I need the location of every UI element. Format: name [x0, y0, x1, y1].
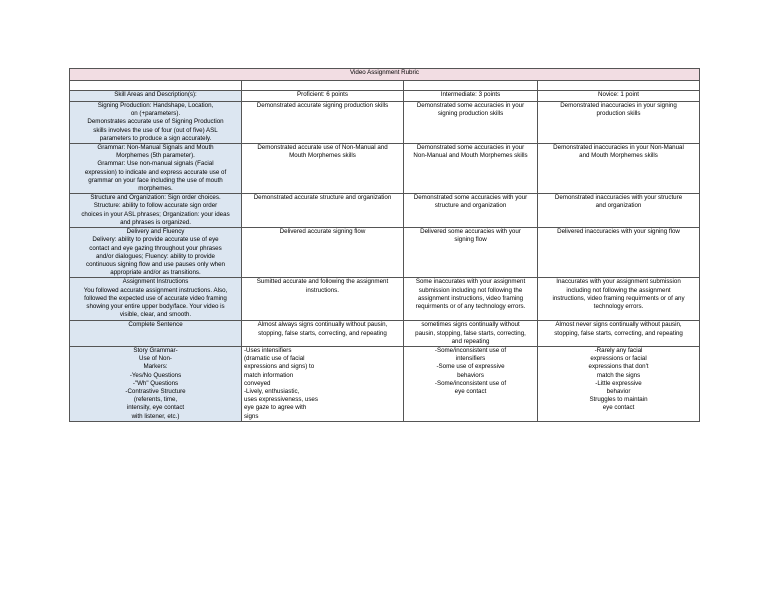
intermediate-cell: Demonstrated some accuracies in your signing production skills [404, 102, 538, 144]
skill-cell: Structure and Organization: Sign order choices. Structure: ability to follow accurate sign order choices in your ASL phrases; Organization: your ideas and phrases is organized. [70, 194, 242, 228]
table-row [70, 347, 700, 422]
intermediate-cell: Some inaccurates with your assignment submission including not following the assignment instructions, video framing requirments or of any technology errors. [404, 278, 538, 321]
novice-cell: Almost never signs continually without pausin, stopping, false starts, correcting, and repeating [538, 321, 700, 347]
rubric-table [69, 68, 700, 422]
title-row [70, 69, 700, 81]
proficient-cell: Demonstrated accurate use of Non-Manual and Mouth Morphemes skills [242, 144, 404, 194]
novice-cell: Delivered inaccuracies with your signing flow [538, 228, 700, 278]
table-row [70, 278, 700, 321]
novice-cell: Demonstrated inaccuracies in your signing production skills [538, 102, 700, 144]
intermediate-cell: -Some/inconsistent use of intensifiers -Some use of expressive behaviors -Some/inconsistent use of eye contact [404, 347, 538, 422]
header-proficient: Proficient: 6 points [242, 91, 404, 102]
intermediate-cell: Delivered some accuracies with your signing flow [404, 228, 538, 278]
spacer-row [70, 81, 700, 91]
skill-cell: Assignment Instructions You followed accurate assignment instructions. Also, followed the expected use of accurate video framing showing your entire upper body/face. Your video is visible, clear, and smooth. [70, 278, 242, 321]
table-row [70, 228, 700, 278]
spacer-cell [538, 81, 700, 91]
proficient-cell: Sumitted accurate and following the assignment instructions. [242, 278, 404, 321]
proficient-cell: Delivered accurate signing flow [242, 228, 404, 278]
proficient-cell: -Uses intensifiers (dramatic use of facial expressions and signs) to match information conveyed -Lively, enthusiastic, uses expressiveness, uses eye gaze to agree with signs [242, 347, 404, 422]
skill-cell: Complete Sentence [70, 321, 242, 347]
proficient-cell: Demonstrated accurate signing production skills [242, 102, 404, 144]
skill-cell: Grammar: Non-Manual Signals and Mouth Morphemes (5th parameter). Grammar: Use non-manual signals (Facial expression) to indicate and express accurate use of grammar on your face including the use of mouth morphemes. [70, 144, 242, 194]
skill-cell: Signing Production: Handshape, Location, on (+parameters). Demonstrates accurate use of Signing Production skills involves the use of four (out of five) ASL parameters to produce a sign accurately. [70, 102, 242, 144]
proficient-cell: Demonstrated accurate structure and organization [242, 194, 404, 228]
table-row [70, 194, 700, 228]
novice-cell: Demonstrated inaccuracies with your structure and organization [538, 194, 700, 228]
spacer-cell [70, 81, 242, 91]
proficient-cell: Almost always signs continually without pausin, stopping, false starts, correcting, and repeating [242, 321, 404, 347]
intermediate-cell: Demonstrated some accuracies in your Non-Manual and Mouth Morphemes skills [404, 144, 538, 194]
spacer-cell [242, 81, 404, 91]
intermediate-cell: Demonstrated some accuracies with your structure and organization [404, 194, 538, 228]
spacer-cell [404, 81, 538, 91]
skill-cell: Story Grammar- Use of Non- Markers: -Yes/No Questions -"Wh" Questions -Contrastive Structure (referents, time, intensity, eye contact with listener, etc.) [70, 347, 242, 422]
skill-cell: Delivery and Fluency Delivery: ability to provide accurate use of eye contact and eye gazing throughout your phrases and/or dialogues; Fluency: ability to provide continuous signing flow and use pauses only when appropriate and/or as transitions. [70, 228, 242, 278]
header-novice: Novice: 1 point [538, 91, 700, 102]
header-row [70, 91, 700, 102]
table-row [70, 321, 700, 347]
intermediate-cell: sometimes signs continually without pausin, stopping, false starts, correcting, and repeating [404, 321, 538, 347]
header-skill: Skill Areas and Description(s): [70, 91, 242, 102]
table-row [70, 102, 700, 144]
novice-cell: -Rarely any facial expressions or facial expressions that don't match the signs -Little expressive behavior Struggles to maintain eye contact [538, 347, 700, 422]
rubric-title: Video Assignment Rubric [70, 69, 700, 81]
novice-cell: Inaccurates with your assignment submission including not following the assignment instructions, video framing requirments or of any technology errors. [538, 278, 700, 321]
header-intermediate: Intermediate: 3 points [404, 91, 538, 102]
novice-cell: Demonstrated inaccuracies in your Non-Manual and Mouth Morphemes skills [538, 144, 700, 194]
table-row [70, 144, 700, 194]
